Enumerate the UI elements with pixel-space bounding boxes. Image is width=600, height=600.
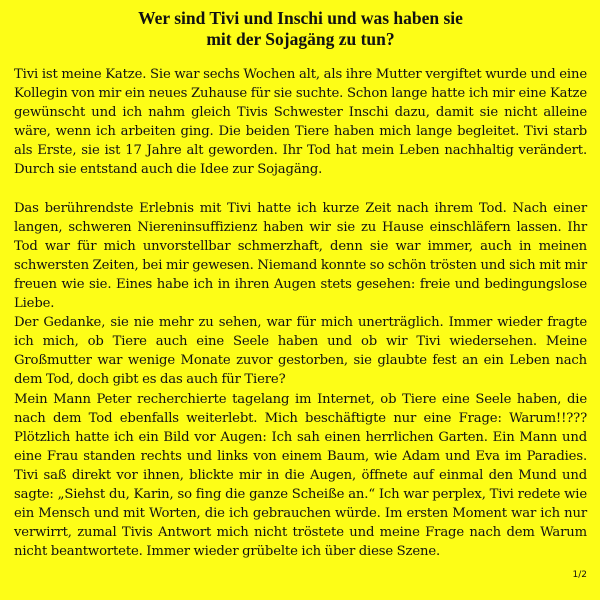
paragraph-4: Mein Mann Peter recherchierte tagelang im Internet, ob Tiere eine Seele haben, die nach dem Tod ebenfalls weiterlebt. Mich beschäftigte nur eine Frage: Warum!!??? Plötzlich hatte ich ein Bild vor Augen: Ich sah einen herrlichen Garten. Ein Mann und eine Frau standen rechts und links von einem Baum, wie Adam und Eva im Paradies. Tivi saß direkt vor ihnen, blickte mir in die Augen, öffnete auf einmal den Mund und sagte: „Siehst du, Karin, so fing die ganze Scheiße an.“ Ich war perplex, Tivi redete wie ein Mensch und mit Worten, die ich gebrauchen würde. Im ersten Moment war ich nur verwirrt, zumal Tivis Antwort mich nicht tröstete und meine Frage nach dem Warum nicht beantwortete. Immer wieder grübelte ich über diese Szene. bbox=[14, 391, 587, 560]
document-title bbox=[14, 8, 587, 50]
title-line-2: mit der Sojagäng zu tun? bbox=[206, 29, 395, 49]
paragraph-2: Das berührendste Erlebnis mit Tivi hatte ich kurze Zeit nach ihrem Tod. Nach einer langen, schweren Niereninsuffizienz haben wir sie zu Hause einschläfern lassen. Ihr Tod war für mich unvorstellbar schmerzhaft, denn sie war immer, auch in meinen schwersten Zeiten, bei mir gewesen. Niemand konnte so schön trösten und sich mit mir freuen wie sie. Eines habe ich in ihren Augen stets gesehen: freie und bedingungslose Liebe. bbox=[14, 200, 587, 312]
document-body bbox=[14, 65, 587, 561]
page-number: 1/2 bbox=[572, 570, 587, 580]
paragraph-3: Der Gedanke, sie nie mehr zu sehen, war für mich unerträglich. Immer wieder fragte ich mich, ob Tiere auch eine Seele haben und ob wir Tivi wiedersehen. Meine Großmutter war wenige Monate zuvor gestorben, sie glaubte fest an ein Leben nach dem Tod, doch gibt es das auch für Tiere? bbox=[14, 315, 587, 388]
paragraph-1: Tivi ist meine Katze. Sie war sechs Wochen alt, als ihre Mutter vergiftet wurde und eine Kollegin von mir ein neues Zuhause für sie suchte. Schon lange hatte ich mir eine Katze gewünscht und ich nahm gleich Tivis Schwester Inschi dazu, damit sie nicht alleine wäre, wenn ich arbeiten ging. Die beiden Tiere haben mich lange begleitet. Tivi starb als Erste, sie ist 17 Jahre alt geworden. Ihr Tod hat mein Leben nachhaltig verändert. Durch sie entstand auch die Idee zur Sojagäng. bbox=[14, 67, 587, 178]
document-page bbox=[14, 8, 587, 596]
title-line-1: Wer sind Tivi und Inschi und was haben sie bbox=[138, 8, 463, 28]
